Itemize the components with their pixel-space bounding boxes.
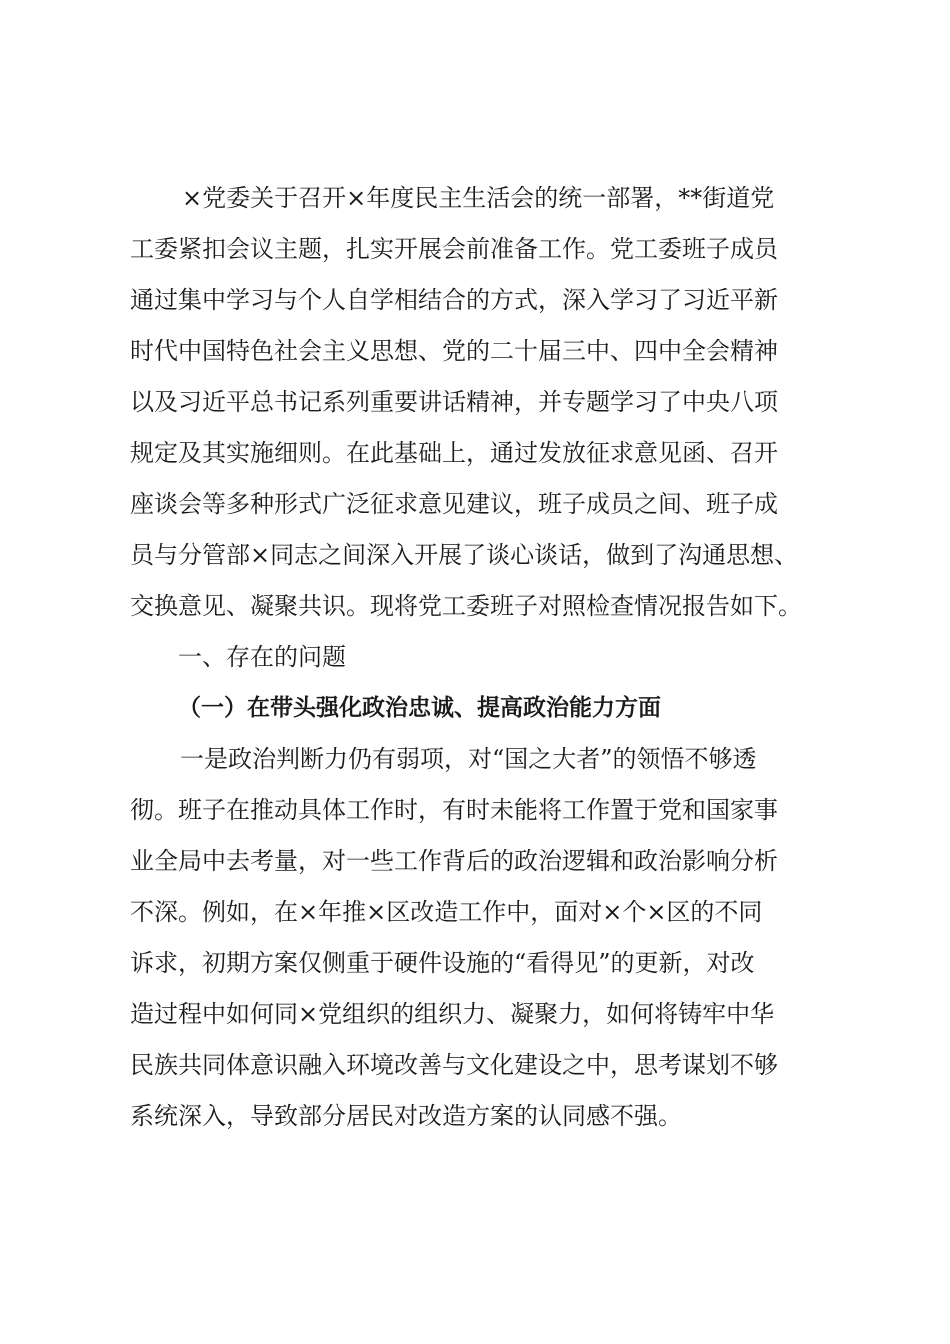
- section-heading: 一、存在的问题: [178, 643, 346, 671]
- body-line: 系统深入，导致部分居民对改造方案的认同感不强。: [130, 1102, 682, 1130]
- intro-line: 规定及其实施细则。在此基础上，通过发放征求意见函、召开: [130, 439, 778, 467]
- body-line: 造过程中如何同×党组织的组织力、凝聚力，如何将铸牢中华: [130, 1000, 775, 1028]
- intro-line: 员与分管部×同志之间深入开展了谈心谈话，做到了沟通思想、: [130, 541, 799, 569]
- intro-line: 以及习近平总书记系列重要讲话精神，并专题学习了中央八项: [130, 388, 778, 416]
- intro-line: 工委紧扣会议主题，扎实开展会前准备工作。党工委班子成员: [130, 235, 778, 263]
- subsection-heading: （一）在带头强化政治忠诚、提高政治能力方面: [178, 695, 661, 721]
- intro-line: 交换意见、凝聚共识。现将党工委班子对照检查情况报告如下。: [130, 592, 802, 620]
- body-line: 不深。例如，在×年推×区改造工作中，面对×个×区的不同: [130, 898, 763, 926]
- intro-line: ×党委关于召开×年度民主生活会的统一部署，**街道党: [182, 184, 775, 212]
- intro-line: 通过集中学习与个人自学相结合的方式，深入学习了习近平新: [130, 286, 778, 314]
- body-line: 一是政治判断力仍有弱项，对“国之大者”的领悟不够透: [180, 745, 757, 773]
- body-line: 民族共同体意识融入环境改善与文化建设之中，思考谋划不够: [130, 1051, 778, 1079]
- body-line: 业全局中去考量，对一些工作背后的政治逻辑和政治影响分析: [130, 847, 778, 875]
- body-line: 彻。班子在推动具体工作时，有时未能将工作置于党和国家事: [130, 796, 778, 824]
- body-line: 诉求，初期方案仅侧重于硬件设施的“看得见”的更新，对改: [130, 949, 755, 977]
- intro-line: 座谈会等多种形式广泛征求意见建议，班子成员之间、班子成: [130, 490, 778, 518]
- intro-line: 时代中国特色社会主义思想、党的二十届三中、四中全会精神: [130, 337, 778, 365]
